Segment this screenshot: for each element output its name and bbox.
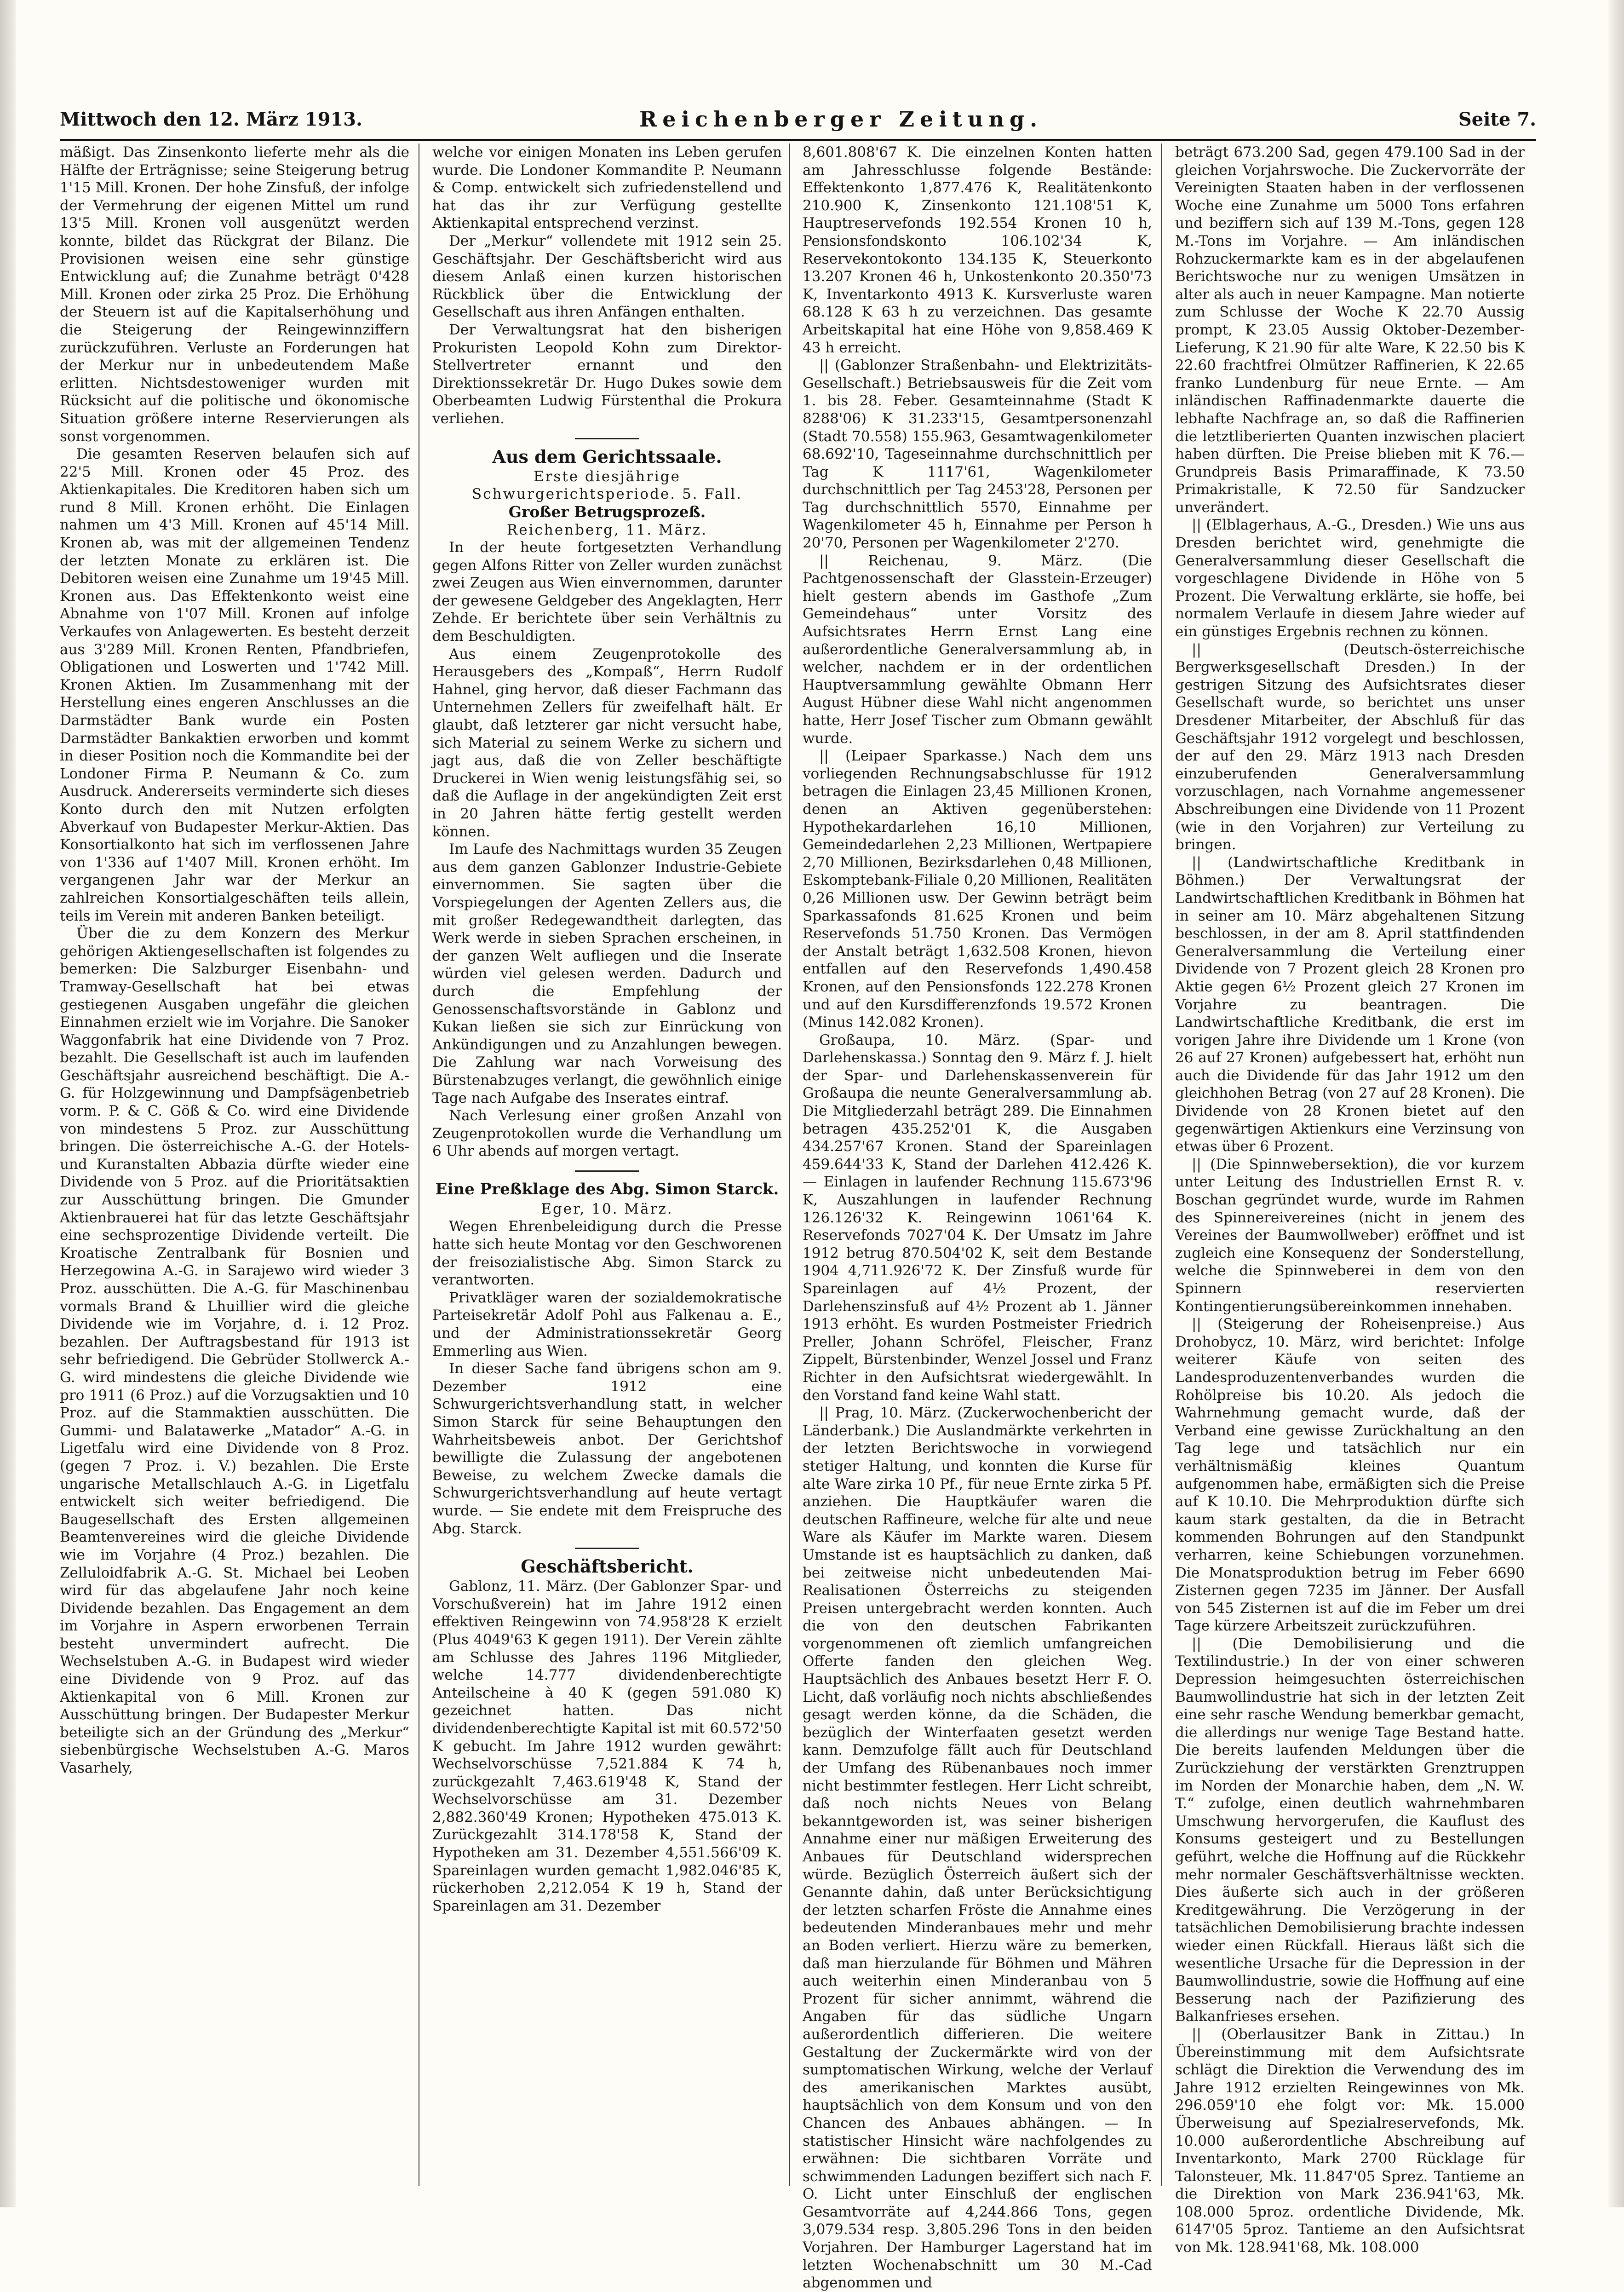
paragraph: || (Leipaer Sparkasse.) Nach dem uns vorliegenden Rechnungsabschlusse für 1912 betragen die Einlagen 23,45 Millionen Kronen, denen an Aktiven gegenüberstehen: Hypothekardarlehen 16,10 Millionen, Gemeindedarlehen 2,23 Millionen, Wertpapiere 2,70 Millionen, Bezirksdarlehen 0,48 Millionen, Eskomptebank-Filiale 0,20 Millionen, Realitäten 0,26 Millionen usw. Der Gewinn beträgt beim Sparkassafonds 81.625 Kronen und beim Reservefonds 51.750 Kronen. Das Vermögen der Anstalt beträgt 1,632.508 Kronen, hievon entfallen auf den Reservefonds 1,490.458 Kronen, auf den Pensionsfonds 122.278 Kronen und auf den Kursdifferenzfonds 19.572 Kronen (Minus 142.082 Kronen). — [803, 748, 1152, 1031]
paragraph: || Prag, 10. März. (Zuckerwochenbericht der Länderbank.) Die Auslandmärkte verkehrten in der letzten Berichtswoche in vorwiegend stetiger Haltung, und konnten die Kurse für alte Ware zirka 10 Pf., für neue Ernte zirka 5 Pf. anziehen. Die Hauptkäufer waren die deutschen Raffineure, welche für alte und neue Ware als Käufer im Markte waren. Diesem Umstande ist es hauptsächlich zu danken, daß bei zeitweise nicht unbedeutenden Mai-Realisationen Österreichs zu steigenden Preisen untergebracht werden konnten. Auch die von den deutschen Fabrikanten vorgenommenen oft ziemlich umfangreichen Offerte fanden den gleichen Weg. Hauptsächlich des Anbaues besetzt Herr F. O. Licht, daß vorläufig noch nichts abschließendes gesagt werden könne, da die Schäden, die bezüglich der Winterfaaten gesetzt werden kann. Demzufolge fällt auch für Deutschland der Umfang des Rübenanbaues noch immer nicht bestimmter festlegen. Herr Licht schreibt, daß noch nichts Neues von Belang bekanntgeworden ist, was seiner bisherigen Annahme einer nur mäßigen Erweiterung des Anbaues für Deutschland widersprechen würde. Bezüglich Österreich äußert sich der Genannte dahin, daß unter Berücksichtigung der letzten scharfen Fröste die Annahme eines bedeutenden Minderanbaues mehr und mehr an Boden verliert. Hierzu wäre zu bemerken, daß man hierzulande für Böhmen und Mähren auch weiterhin einen Minderanbau von 5 Prozent für sicher annimmt, während die Angaben für das südliche Ungarn außerordentlich differieren. Die weitere Gestaltung der Zuckermärkte wird von der sumptomatischen Wirkung, welche der Verlauf des amerikanischen Marktes ausübt, hauptsächlich von dem Konsum und von den Chancen des Anbaues abhängen. — In statistischer Hinsicht wäre nachfolgendes zu erwähnen: Die sichtbaren Vorräte und schwimmenden Ladungen beziffert sich nach F. O. Licht unter Einschluß der englischen Gesamtvorräte auf 4,244.866 Tons, gegen 3,079.534 resp. 3,805.296 Tons in den beiden Vorjahren. Der Hamburger Lagerstand hat im letzten Wochenabschnitt um 30 M.-Cad abgenommen und — [803, 1405, 1152, 2292]
header-title: Reichenberger Zeitung. — [639, 107, 1043, 132]
paragraph: || (Deutsch-österreichische Bergwerksgesellschaft Dresden.) In der gestrigen Sitzung des Aufsichtsrates dieser Gesellschaft wurde, so berichtet uns unser Dresdener Mitarbeiter, der Abschluß für das Geschäftsjahr 1912 vorgelegt und beschlossen, der auf den 29. März 1913 nach Dresden einzuberufenden Generalversammlung vorzuschlagen, nach Vornahme angemessener Abschreibungen eine Dividende von 11 Prozent (wie in den Vorjahren) zur Verteilung zu bringen. — [1175, 641, 1525, 853]
paragraph: || (Oberlausitzer Bank in Zittau.) In Übereinstimmung mit dem Aufsichtsrate schlägt die Direktion die Verwendung des im Jahre 1912 erzielten Reingewinnes von Mk. 296.059'10 ehe folgt vor: Mk. 15.000 Überweisung auf Spezialreservefonds, Mk. 10.000 außerordentliche Abschreibung auf Inventarkonto, Mark 2700 Rücklage für Talonsteuer, Mk. 11.847'05 Sprez. Tantieme an die Direktion von Mark 236.941'63, Mk. 108.000 5proz. ordentliche Dividende, Mk. 6147'05 5proz. Tantieme an den Aufsichtsrat von Mk. 128.941'68, Mk. 108.000 — [1175, 2026, 1525, 2256]
court-case-title: Großer Betrugsprozeß. — [508, 502, 706, 521]
paragraph: Aus einem Zeugenprotokolle des Herausgebers des „Kompaß“, Herrn Rudolf Hahnel, ging hervor, daß dieser Fachmann das Unternehmen Zellers für zweifelhaft hält. Er glaubt, daß letzterer gar nicht versucht habe, sich Material zu seinem Werke zu sichern und jagt aus, daß die von Zeller beschäftigte Druckerei in Wien wenig leistungsfähig sei, so daß die Auflage in der angekündigten Zeit erst in 20 Jahren hätte fertig gestellt werden können. — [432, 645, 782, 840]
section-divider — [575, 1170, 639, 1172]
page-header — [60, 107, 1536, 141]
section-divider — [575, 1548, 639, 1549]
paragraph: Der Verwaltungsrat hat den bisherigen Prokuristen Leopold Kohn zum Direktor-Stellvertreter ernannt und den Direktionssekretär Dr. Hugo Dukes sowie dem Oberbeamten Ludwig Fürstenthal die Prokura verliehen. — [432, 321, 782, 427]
paragraph: || (Die Demobilisierung und die Textilindustrie.) In der von einer schweren Depression heimgesuchten österreichischen Baumwollindustrie hat sich in der letzten Zeit eine sehr rasche Wendung bemerkbar gemacht, die allerdings nur wenige Tage Bestand hatte. Die bereits laufenden Meldungen über die Zurückziehung der verstärkten Grenztruppen im Norden der Monarchie haben, dem „N. W. T.“ zufolge, einen deutlich wahrnehmbaren Umschwung hervorgerufen, die Kauflust des Konsums gesteigert und zu Bestellungen geführt, welche die Hoffnung auf die Rückkehr mehr normaler Geschäftsverhältnisse weckten. Dies äußerte sich auch in der größeren Kreditgewährung. Die Verzögerung in der tatsächlichen Demobilisierung brachte indessen wieder einen Rückfall. Hieraus läßt sich die wesentliche Ursache für die Depression in der Baumwollindustrie, sowie die Hoffnung auf eine Besserung nach der Pazifizierung des Balkanfrieses ersehen. — [1175, 1635, 1525, 2025]
paragraph: In dieser Sache fand übrigens schon am 9. Dezember 1912 eine Schwurgerichtsverhandlung statt, in welcher Simon Starck für seine Behauptungen den Wahrheitsbeweis anbot. Der Gerichtshof bewilligte die Zulassung der angebotenen Beweise, zu welchem Zwecke damals die Schwurgerichtsverhandlung auf heute vertagt wurde. — Sie endete mit dem Freispruche des Abg. Starck. — [432, 1360, 782, 1537]
paragraph: || (Gablonzer Straßenbahn- und Elektrizitäts-Gesellschaft.) Betriebsausweis für die Zeit vom 1. bis 28. Feber. Gesamteinnahme (Stadt K 8288'06) K 31.233'15, Gesamtpersonenzahl (Stadt 70.558) 155.963, Gesamtwagenkilometer 68.692'10, Tageseinnahme durchschnittlich per Tag K 1117'61, Wagenkilometer durchschnittlich per Tag 2453'28, Personen per Tag durchschnittlich 5570, Einnahme per Wagenkilometer 45 h, Einnahme per Person h 20'70, Personen per Wagenkilometer 2'270. — [803, 357, 1152, 552]
paragraph: Die gesamten Reserven belaufen sich auf 22'5 Mill. Kronen oder 45 Proz. des Aktienkapitales. Die Kreditoren haben sich um rund 8 Mill. Kronen erhöht. Die Einlagen nahmen um 4'3 Mill. Kronen auf 45'14 Mill. Kronen ab, was mit der allgemeinen Tendenz der letzten Monate zu erklären ist. Die Debitoren weisen eine Zunahme um 19'45 Mill. Kronen aus. Das Effektenkonto weist eine Abnahme von 1'07 Mill. Kronen auf infolge Verkaufes von Anlagewerten. Es besteht derzeit aus 3'289 Mill. Kronen Renten, Pfandbriefen, Obligationen und Loswerten und 1'742 Mill. Kronen Aktien. Im Zusammenhang mit der Herstellung eines engeren Anschlusses an die Darmstädter Bank wurde ein Posten Darmstädter Bankaktien erworben und kommt in dieser Position noch die Kommandite bei der Londoner Firma P. Neumann & Co. zum Ausdruck. Andererseits verminderte sich dieses Konto durch den mit Nutzen erfolgten Abverkauf von Budapester Merkur-Aktien. Das Konsortialkonto hat sich im verflossenen Jahre von 1'336 auf 1'407 Mill. Kronen erhöht. Im vergangenen Jahr war der Merkur an zahlreichen Konsortialgeschäften teils allein, teils im Verein mit anderen Banken beteiligt. — [60, 446, 409, 924]
paragraph: Der „Merkur“ vollendete mit 1912 sein 25. Geschäftsjahr. Der Geschäftsbericht wird aus diesem Anlaß einen kurzen historischen Rückblick über die Entwicklung der Gesellschaft aus ihren Anfängen enthalten. — [432, 232, 782, 321]
paragraph: mäßigt. Das Zinsenkonto lieferte mehr als die Hälfte der Erträgnisse; seine Steigerung betrug 1'15 Mill. Kronen. Der hohe Zinsfuß, der infolge der Vermehrung der eigenen Mittel um rund 13'5 Mill. Kronen voll ausgenützt werden konnte, bildet das Rückgrat der Bilanz. Die Provisionen weisen eine sehr günstige Entwicklung auf; die Zunahme beträgt 0'428 Mill. Kronen oder zirka 25 Proz. Die Erhöhung der Steuern ist auf die Kapitalserhöhung und die Steigerung der Reingewinnziffern zurückzuführen. Verluste an Forderungen hat der Merkur nur in unbedeutendem Maße erlitten. Nichtsdestoweniger wurden mit Rücksicht auf die politische und ökonomische Situation größere interne Reservierungen als sonst vorgenommen. — [60, 144, 409, 445]
section-heading-court: Aus dem Gerichtssaale. — [492, 446, 722, 467]
paragraph: beträgt 673.200 Sad, gegen 479.100 Sad in der gleichen Vorjahrswoche. Die Zuckervorräte der Vereinigten Staaten haben in der verflossenen Woche eine Zunahme um 5000 Tons erfahren und beziffern sich auf 139 M.-Tons, gegen 128 M.-Tons im Vorjahre. — Am inländischen Rohzuckermarkte kam es in der abgelaufenen Berichtswoche nur zu wenigen Umsätzen in alter als auch in neuer Kampagne. Man notierte zum Schlusse der Woche K 22.70 Aussig prompt, K 23.05 Aussig Oktober-Dezember-Lieferung, K 21.90 für alte Ware, K 22.50 bis K 22.60 frachtfrei Olmützer Raffinerien, K 22.65 franko Lundenburg für neue Ernte. — Am inländischen Raffinadenmarkte dauerte die lebhafte Nachfrage an, so daß die Raffinerien die letztliberierten Quanten inzwischen placiert haben dürften. Die Preise blieben mit K 76.— Grundpreis Basis Primaraffinade, K 73.50 Primakristalle, K 72.50 für Sandzucker unverändert. — [1175, 144, 1525, 516]
page-edge-left — [0, 0, 16, 2207]
section-divider — [575, 438, 639, 439]
paragraph: || (Steigerung der Roheisenpreise.) Aus Drohobycz, 10. März, wird berichtet: Infolge weiterer Käufe von seiten des Landesproduzentenverbandes wurden die Rohölpreise bis 10.20. Als jedoch die Wahrnehmung gemacht wurde, daß der Verband eine gewisse Zurückhaltung an den Tag lege und tatsächlich nur ein verhältnismäßig kleines Quantum aufgenommen habe, ermäßigten sich die Preise auf K 10.10. Die Mehrproduktion dürfte sich kaum stark gestalten, da die in Betracht kommenden Bohrungen auf den Standpunkt verharren, keine Schiebungen vorzunehmen. Die Monatsproduktion betrug im Feber 6690 Zisternen gegen 7235 im Jänner. Der Ausfall von 545 Zisternen ist auf die im Feber um drei Tage kürzere Arbeitszeit zurückzuführen. — [1175, 1316, 1525, 1635]
paragraph: 8,601.808'67 K. Die einzelnen Konten hatten am Jahresschlusse folgende Bestände: Effektenkonto 1,877.476 K, Realitätenkonto 210.900 K, Zinsenkonto 121.108'51 K, Hauptreservefonds 192.554 Kronen 10 h, Pensionsfondskonto 106.102'34 K, Reservekontokonto 134.135 K, Steuerkonto 13.207 Kronen 46 h, Unkostenkonto 20.350'73 K, Inventarkonto 4913 K. Kursverluste waren 68.128 K 63 h zu verzeichnen. Das gesamte Arbeitskapital hat eine Höhe von 9,858.469 K 43 h erreicht. — [803, 144, 1152, 356]
paragraph: || (Elblagerhaus, A.-G., Dresden.) Wie uns aus Dresden berichtet wird, genehmigte die Generalversammlung dieser Gesellschaft die vorgeschlagene Dividende in Höhe von 5 Prozent. Die Verwaltung erklärte, sie hoffe, bei normalem Verlaufe in diesem Jahre wieder auf ein günstiges Ergebnis rechnen zu können. — [1175, 517, 1525, 640]
paragraph: In der heute fortgesetzten Verhandlung gegen Alfons Ritter von Zeller wurden zunächst zwei Zeugen aus Wien einvernommen, darunter der gewesene Geldgeber des Angeklagten, Herr Zehde. Er berichtete über sein Verhältnis zu dem Beschuldigten. — [432, 539, 782, 645]
header-date: Mittwoch den 12. März 1913. — [60, 109, 363, 130]
section-heading-press: Eine Preßklage des Abg. Simon Starck. — [435, 1180, 779, 1198]
page-edge-right — [1608, 0, 1624, 2207]
paragraph: Gablonz, 11. März. (Der Gablonzer Spar- und Vorschußverein) hat im Jahre 1912 einen effektiven Reingewinn von 74.958'28 K erzielt (Plus 4049'63 K gegen 1911). Der Verein zählte am Schlusse des Jahres 1196 Mitglieder, welche 14.777 dividendenberechtigte Anteilscheine à 40 K (gegen 591.080 K) gezeichnet hatten. Das nicht dividendenberechtigte Kapital ist mit 60.572'50 K gebucht. Im Jahre 1912 wurden gewährt: Wechselvorschüsse 7,521.884 K 74 h, zurückgezahlt 7,463.619'48 K, Stand der Wechselvorschüsse am 31. Dezember 2,882.360'49 Kronen; Hypotheken 475.013 K. Zurückgezahlt 314.178'58 K, Stand der Hypotheken am 31. Dezember 4,551.566'09 K. Spareinlagen wurden gemacht 1,982.046'85 K, rückerhoben 2,212.054 K 19 h, Stand der Spareinlagen am 31. Dezember — [432, 1578, 782, 1914]
paragraph: Großaupa, 10. März. (Spar- und Darlehenskassa.) Sonntag den 9. März f. J. hielt der Spar- und Darlehenskassenverein für Großaupa die neunte Generalversammlung ab. Die Mitgliederzahl beträgt 289. Die Einnahmen betragen 435.252'01 K, die Ausgaben 434.257'67 Kronen. Stand der Spareinlagen 459.644'33 K, Stand der Darlehen 412.426 K. — Einlagen in laufender Rechnung 115.673'96 K, Auszahlungen in laufender Rechnung 126.126'32 K. Reingewinn 1061'64 K. Reservefonds 7027'04 K. Der Umsatz im Jahre 1912 betrug 870.504'02 K, seit dem Bestande 1904 4,711.926'72 K. Der Zinsfuß wurde für Spareinlagen auf 4½ Prozent, der Darlehenszinsfuß auf 4½ Prozent ab 1. Jänner 1913 erhöht. Es wurden Postmeister Friedrich Preller, Johann Schröfel, Fleischer, Franz Zippelt, Bürstenbinder, Wenzel Jossel und Franz Richter in den Aufsichtsrat wiedergewählt. In den Vorstand fand keine Wahl statt. — [803, 1031, 1152, 1404]
paragraph: || Reichenau, 9. März. (Die Pachtgenossenschaft der Glasstein-Erzeuger) hielt gestern abends im Gasthofe „Zum Gemeindehaus“ unter Vorsitz des Aufsichtsrates Herrn Ernst Lang eine außerordentliche Generalversammlung ab, in welcher, nachdem er in der ordentlichen Hauptversammlung gewählte Obmann Herr August Hübner diese Wahl nicht angenommen hatte, Herr Josef Tischer zum Obmann gewählt wurde. — [803, 552, 1152, 747]
column-4 — [1175, 144, 1525, 2256]
court-dateline: Reichenberg, 11. März. — [506, 521, 708, 538]
paragraph: welche vor einigen Monaten ins Leben gerufen wurde. Die Londoner Kommandite P. Neumann & Comp. entwickelt sich zufriedenstellend und hat das ihr zur Verfügung gestellte Aktienkapital entsprechend verzinst. — [432, 144, 782, 232]
header-page-number: Seite 7. — [1458, 109, 1536, 130]
column-rule — [789, 144, 790, 2186]
column-3 — [803, 144, 1152, 2292]
column-1 — [60, 144, 409, 2200]
section-heading-report: Geschäftsbericht. — [521, 1556, 694, 1577]
paragraph: Nach Verlesung einer großen Anzahl von Zeugenprotokollen wurde die Verhandlung um 6 Uhr abends auf morgen vertagt. — [432, 1107, 782, 1160]
court-subheading: Erste diesjährige Schwurgerichtsperiode. 5. Fall. — [472, 468, 742, 502]
press-dateline: Eger, 10. März. — [541, 1200, 673, 1217]
column-rule — [1161, 144, 1162, 2186]
column-2 — [432, 144, 782, 2200]
paragraph: || (Die Spinnwebersektion), die vor kurzem unter Leitung des Industriellen Ernst R. v. Boschan gegründet wurde, wurde im Rahmen des Spinnereivereines (nicht in jenem des Vereines der Baumwollweber) eröffnet und ist zugleich eine Konsequenz der Sonderstellung, welche die Spinnweberei in dem von den Spinnern reservierten Kontingentierungsübereinkommen innehaben. — [1175, 1156, 1525, 1315]
paragraph: Über die zu dem Konzern des Merkur gehörigen Aktiengesellschaften ist folgendes zu bemerken: Die Salzburger Eisenbahn- und Tramway-Gesellschaft hat bei etwas gestiegenen Ausgaben ungefähr die gleichen Einnahmen erzielt wie im Vorjahre. Die Sanoker Waggonfabrik hat eine Dividende von 7 Proz. bezahlt. Die Gesellschaft ist auch im laufenden Geschäftsjahr ausreichend beschäftigt. Die A.-G. für Holzgewinnung und Dampfsägenbetrieb vorm. P. & C. Göß & Co. wird eine Dividende von mindestens 5 Proz. zur Ausschüttung bringen. Die österreichische A.-G. der Hotels- und Kuranstalten Abbazia dürfte wieder eine Dividende von 5 Proz. auf die Prioritätsaktien zur Ausschüttung bringen. Die Gmunder Aktienbrauerei hat für das letzte Geschäftsjahr eine sechsprozentige Dividende verteilt. Die Kroatische Zentralbank für Bosnien und Herzegowina A.-G. in Sarajewo wird wieder 3 Proz. ausschütten. Die A.-G. für Maschinenbau vormals Brand & Lhuillier wird die gleiche Dividende wie im Vorjahre, d. i. 12 Proz. bezahlen. Der Auftragsbestand für 1913 ist sehr befriedigend. Die Gebrüder Stollwerck A.-G. wird mindestens die gleiche Dividende wie pro 1911 (6 Proz.) auf die Vorzugsaktien und 10 Proz. auf die Stammaktien ausschütten. Die Gummi- und Balatawerke „Matador“ A.-G. in Ligetfalu wird eine Dividende von 8 Proz. (gegen 7 Proz. i. V.) bezahlen. Die Erste ungarische Metallschlauch A.-G. in Ligetfalu entwickelt sich weiter befriedigend. Die Baugesellschaft des Ersten allgemeinen Beamtenvereines wird die gleiche Dividende wie im Vorjahre (4 Proz.) bezahlen. Die Zelluloidfabrik A.-G. St. Michael bei Leoben wird für das abgelaufene Jahr noch keine Dividende bezahlen. Das Engagement an dem im Vorjahre in Aspern erworbenen Terrain besteht unvermindert aufrecht. Die Wechselstuben A.-G. in Budapest wird wieder eine Dividende von 9 Proz. auf das Aktienkapital von 6 Mill. Kronen zur Ausschüttung bringen. Der Budapester Merkur beteiligte sich an der Gründung des „Merkur“ siebenbürgische Wechselstuben A.-G. Maros Vasarhely, — [60, 925, 409, 1777]
paragraph: Im Laufe des Nachmittags wurden 35 Zeugen aus dem ganzen Gablonzer Industrie-Gebiete einvernommen. Sie sagten über die Vorspiegelungen der Agenten Zellers aus, die mit großer Redegewandtheit darlegten, das Werk werde in sieben Sprachen erscheinen, in der ganzen Welt aufliegen und die Inserate würden viel gelesen werden. Dadurch und durch die Empfehlung der Genossenschaftsvorstände in Gablonz und Kukan ließen sie sich zur Einrückung von Ankündigungen und zu Anzahlungen bewegen. Die Zahlung war nach Vorweisung des Bürstenabzuges verlangt, die gewöhnlich einige Tage nach Aufgabe des Inserates eintraf. — [432, 841, 782, 1106]
paragraph: Wegen Ehrenbeleidigung durch die Presse hatte sich heute Montag vor den Geschworenen der freisozialistische Abg. Simon Starck zu verantworten. — [432, 1218, 782, 1289]
paragraph: || (Landwirtschaftliche Kreditbank in Böhmen.) Der Verwaltungsrat der Landwirtschaftlichen Kreditbank in Böhmen hat in seiner am 10. März abgehaltenen Sitzung beschlossen, in der am 8. April stattfindenden Generalversammlung die Verteilung einer Dividende von 7 Prozent gleich 28 Kronen pro Aktie gegen 6½ Prozent gleich 27 Kronen im Vorjahre zu beantragen. Die Landwirtschaftliche Kreditbank, die erst im vorigen Jahre ihre Dividende um 1 Krone (von 26 auf 27 Kronen) aufgebessert hat, erhöht nun auch die Dividende für das Jahr 1912 um den gleichhohen Betrag (von 27 auf 28 Kronen). Die Dividende von 28 Kronen bietet auf den gegenwärtigen Aktienkurs eine Verzinsung von etwas über 6 Prozent. — [1175, 854, 1525, 1155]
paragraph: Privatkläger waren der sozialdemokratische Parteisekretär Adolf Pohl aus Falkenau a. E., und der Administrationssekretär Georg Emmerling aus Wien. — [432, 1289, 782, 1359]
